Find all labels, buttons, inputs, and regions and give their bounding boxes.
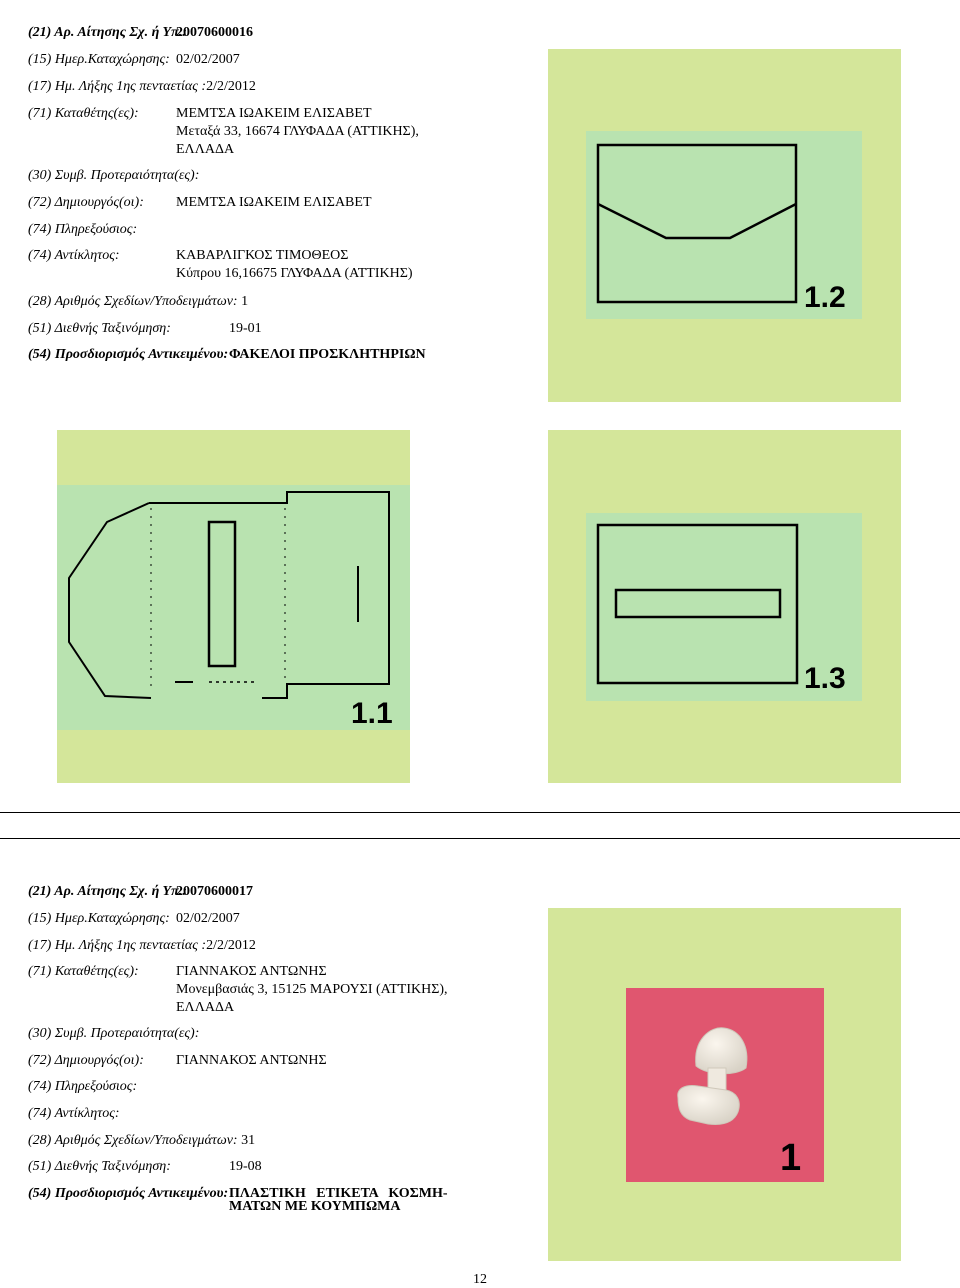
figure-1-label: 1 <box>780 1137 802 1179</box>
figure-1-3 <box>548 430 901 783</box>
application-number-label: (21) Αρ. Αίτησης Σχ. ή Υπ.: <box>28 25 187 40</box>
product-line-2: ΜΑΤΩΝ ΜΕ ΚΟΥΜΠΩΜΑ <box>229 1199 401 1214</box>
designs-count-row <box>28 1132 255 1149</box>
applicant-line-1: ΓΙΑΝΝΑΚΟΣ ΑΝΤΩΝΗΣ <box>176 964 327 979</box>
applicant-label: (71) Καταθέτης(ες): <box>28 106 139 121</box>
proxy-label: (74) Πληρεξούσιος: <box>28 1079 138 1094</box>
designs-count: 31 <box>241 1133 256 1148</box>
expiry-row <box>28 78 256 95</box>
figure-1 <box>548 908 901 1261</box>
expiry-value: 2/2/2012 <box>206 79 256 94</box>
registration-date: 02/02/2007 <box>176 911 240 926</box>
creator-label: (72) Δημιουργός(οι): <box>28 1053 144 1068</box>
expiry-row <box>28 937 256 954</box>
designs-count-row <box>28 293 248 310</box>
expiry-value: 2/2/2012 <box>206 938 256 953</box>
product-label: (54) Προσδιορισμός Αντικειμένου: <box>28 1186 229 1201</box>
product-line-1: ΦΑΚΕΛΟΙ ΠΡΟΣΚΛΗΤΗΡΙΩΝ <box>229 347 426 362</box>
applicant-label: (71) Καταθέτης(ες): <box>28 964 139 979</box>
creator-label: (72) Δημιουργός(οι): <box>28 195 144 210</box>
registration-date-label: (15) Ημερ.Καταχώρησης: <box>28 52 170 67</box>
application-number-label: (21) Αρ. Αίτησης Σχ. ή Υπ.: <box>28 884 187 899</box>
product-label: (54) Προσδιορισμός Αντικειμένου: <box>28 347 229 362</box>
expiry-label: (17) Ημ. Λήξης 1ης πενταετίας : <box>28 938 207 953</box>
figure-1-2-drawing <box>548 49 901 402</box>
creator: ΜΕΜΤΣΑ ΙΩΑΚΕΙΜ ΕΛΙΣΑΒΕΤ <box>176 195 372 210</box>
applicant-line-2: Μεταξά 33, 16674 ΓΛΥΦΑΔΑ (ΑΤΤΙΚΗΣ), <box>176 124 419 139</box>
application-number: 20070600017 <box>176 884 253 899</box>
application-number: 20070600016 <box>176 25 253 40</box>
applicant-line-3: ΕΛΛΑΔΑ <box>176 1000 235 1015</box>
registration-date-label: (15) Ημερ.Καταχώρησης: <box>28 911 170 926</box>
priority-label: (30) Συμβ. Προτεραιότητα(ες): <box>28 168 200 183</box>
expiry-label: (17) Ημ. Λήξης 1ης πενταετίας : <box>28 79 207 94</box>
application-number-row <box>28 24 187 41</box>
figure-1-1 <box>57 430 410 783</box>
creator: ΓΙΑΝΝΑΚΟΣ ΑΝΤΩΝΗΣ <box>176 1053 327 1068</box>
representative-line-1: ΚΑΒΑΡΛΙΓΚΟΣ ΤΙΜΟΘΕΟΣ <box>176 248 349 263</box>
representative-label: (74) Αντίκλητος: <box>28 1106 120 1121</box>
proxy-label: (74) Πληρεξούσιος: <box>28 222 138 237</box>
application-number-row <box>28 883 187 900</box>
record-separator-1 <box>0 812 960 813</box>
classification-label: (51) Διεθνής Ταξινόμηση: <box>28 1159 171 1174</box>
classification: 19-01 <box>229 321 262 336</box>
applicant-line-2: Μονεμβασιάς 3, 15125 ΜΑΡΟΥΣΙ (ΑΤΤΙΚΗΣ), <box>176 982 448 997</box>
representative-label: (74) Αντίκλητος: <box>28 248 120 263</box>
classification: 19-08 <box>229 1159 262 1174</box>
registration-date: 02/02/2007 <box>176 52 240 67</box>
designs-count-label: (28) Αριθμός Σχεδίων/Υποδειγμάτων: <box>28 1133 238 1148</box>
figure-1-1-label: 1.1 <box>351 697 393 730</box>
figure-1-3-drawing <box>548 430 901 783</box>
representative-line-2: Κύπρου 16,16675 ΓΛΥΦΑΔΑ (ΑΤΤΙΚΗΣ) <box>176 266 413 281</box>
applicant-line-3: ΕΛΛΑΔΑ <box>176 142 235 157</box>
record-separator-2 <box>0 838 960 839</box>
applicant-line-1: ΜΕΜΤΣΑ ΙΩΑΚΕΙΜ ΕΛΙΣΑΒΕΤ <box>176 106 372 121</box>
figure-1-1-drawing <box>57 430 410 783</box>
page-number: 12 <box>473 1272 487 1287</box>
product-line-1: ΠΛΑΣΤΙΚΗ ΕΤΙΚΕΤΑ ΚΟΣΜΗ- <box>229 1186 448 1201</box>
figure-1-3-label: 1.3 <box>804 662 846 695</box>
designs-count: 1 <box>241 294 249 309</box>
priority-label: (30) Συμβ. Προτεραιότητα(ες): <box>28 1026 200 1041</box>
figure-1-2 <box>548 49 901 402</box>
classification-label: (51) Διεθνής Ταξινόμηση: <box>28 321 171 336</box>
figure-1-drawing <box>548 908 901 1261</box>
figure-1-2-label: 1.2 <box>804 281 846 314</box>
designs-count-label: (28) Αριθμός Σχεδίων/Υποδειγμάτων: <box>28 294 238 309</box>
